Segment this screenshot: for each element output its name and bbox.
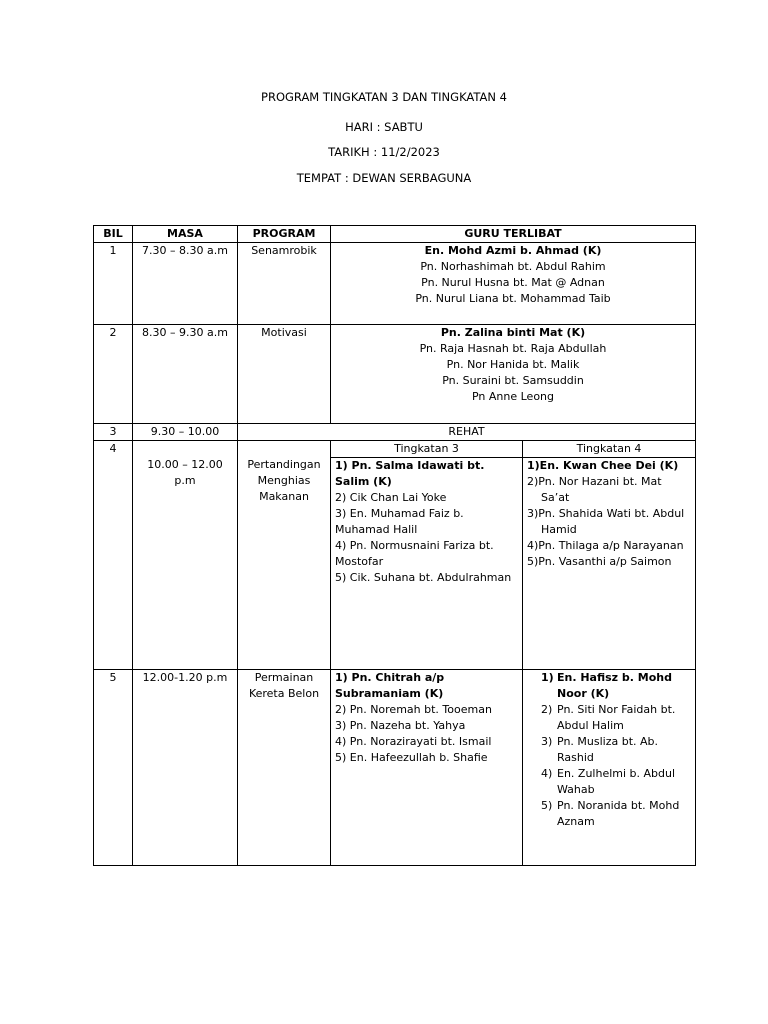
guru-name: Pn. Raja Hasnah bt. Raja Abdullah (419, 342, 607, 355)
col-header-program: PROGRAM (238, 226, 331, 243)
tingkatan4-list (523, 670, 696, 866)
program-cell: Motivasi (238, 325, 331, 424)
bil-value: 4 (109, 442, 117, 455)
rehat-cell: REHAT (238, 424, 696, 441)
table-header-row (94, 226, 696, 243)
bil-cell: 1 (94, 243, 133, 325)
guru-name: 2) Cik Chan Lai Yoke (335, 491, 447, 504)
guru-name: 5) Cik. Suhana bt. Abdulrahman (335, 571, 512, 584)
masa-cell: 12.00-1.20 p.m (133, 670, 238, 866)
guru-name: En. Mohd Azmi b. Ahmad (K) (424, 244, 602, 257)
guru-name: Pn. Siti Nor Faidah bt. Abdul Halim (557, 703, 676, 732)
guru-name: Pn. Suraini bt. Samsuddin (442, 374, 584, 387)
tingkatan4-list (523, 458, 696, 670)
table-row (94, 441, 696, 458)
guru-name: Pn Anne Leong (471, 390, 555, 403)
program-value: Pertandingan Menghias Makanan (247, 458, 321, 503)
col-header-guru: GURU TERLIBAT (331, 226, 696, 243)
table-row (94, 424, 696, 441)
hari-line: HARI : SABTU (345, 120, 423, 134)
list-item (527, 766, 691, 798)
table-row (94, 325, 696, 424)
guru-name: Pn. Nurul Liana bt. Mohammad Taib (415, 292, 611, 305)
tingkatan3-list (331, 670, 523, 866)
masa-value: 10.00 – 12.00 p.m (147, 458, 223, 487)
list-number: 5) (541, 799, 553, 812)
guru-name: Pn. Norhashimah bt. Abdul Rahim (420, 260, 606, 273)
list-number: 4) (541, 767, 553, 780)
program-cell: Senamrobik (238, 243, 331, 325)
table-row (94, 670, 696, 866)
program-cell: Permainan Kereta Belon (238, 670, 331, 866)
list-item (527, 734, 691, 766)
guru-name: Pn. Zalina binti Mat (K) (440, 326, 586, 339)
tempat-line: TEMPAT : DEWAN SERBAGUNA (296, 171, 472, 185)
document-title: PROGRAM TINGKATAN 3 DAN TINGKATAN 4 (261, 90, 507, 104)
guru-name: 3)Pn. Shahida Wati bt. Abdul Hamid (527, 507, 685, 536)
list-item (527, 702, 691, 734)
tarikh-line: TARIKH : 11/2/2023 (328, 145, 440, 159)
guru-cell (331, 325, 696, 424)
guru-name: Pn. Nor Hanida bt. Malik (446, 358, 580, 371)
guru-name: 4) Pn. Norazirayati bt. Ismail (335, 735, 492, 748)
guru-name: 4)Pn. Thilaga a/p Narayanan (527, 539, 684, 552)
guru-name: En. Hafisz b. Mohd Noor (K) (557, 671, 673, 700)
tingkatan4-header: Tingkatan 4 (523, 441, 696, 458)
bil-cell: 2 (94, 325, 133, 424)
guru-name: 2)Pn. Nor Hazani bt. Mat Sa’at (527, 475, 662, 504)
table-row (94, 243, 696, 325)
guru-name: 2) Pn. Noremah bt. Tooeman (335, 703, 492, 716)
guru-cell (331, 243, 696, 325)
guru-name: Pn. Musliza bt. Ab. Rashid (557, 735, 659, 764)
schedule-table (93, 225, 696, 866)
guru-name: 3) En. Muhamad Faiz b. Muhamad Halil (335, 507, 464, 536)
guru-name: 1)En. Kwan Chee Dei (K) (527, 459, 679, 472)
bil-cell: 3 (94, 424, 133, 441)
list-number: 3) (541, 735, 553, 748)
bil-cell: 5 (94, 670, 133, 866)
guru-name: 1) Pn. Salma Idawati bt. Salim (K) (335, 459, 485, 488)
guru-name: 4) Pn. Normusnaini Fariza bt. Mostofar (335, 539, 494, 568)
tingkatan3-header: Tingkatan 3 (331, 441, 523, 458)
list-number: 1) (541, 671, 554, 684)
col-header-masa: MASA (133, 226, 238, 243)
masa-cell (133, 441, 238, 670)
guru-name: 1) Pn. Chitrah a/p Subramaniam (K) (335, 671, 445, 700)
list-item (527, 798, 691, 830)
masa-cell: 7.30 – 8.30 a.m (133, 243, 238, 325)
guru-name: 5) En. Hafeezullah b. Shafie (335, 751, 488, 764)
bil-cell (94, 441, 133, 670)
guru-name: 5)Pn. Vasanthi a/p Saimon (527, 555, 672, 568)
masa-cell: 8.30 – 9.30 a.m (133, 325, 238, 424)
list-item (527, 670, 691, 702)
guru-name: 3) Pn. Nazeha bt. Yahya (335, 719, 466, 732)
guru-name: Pn. Noranida bt. Mohd Aznam (557, 799, 680, 828)
guru-name: En. Zulhelmi b. Abdul Wahab (557, 767, 676, 796)
col-header-bil: BIL (94, 226, 133, 243)
list-number: 2) (541, 703, 553, 716)
program-cell (238, 441, 331, 670)
tingkatan3-list (331, 458, 523, 670)
guru-name: Pn. Nurul Husna bt. Mat @ Adnan (421, 276, 605, 289)
masa-cell: 9.30 – 10.00 (133, 424, 238, 441)
